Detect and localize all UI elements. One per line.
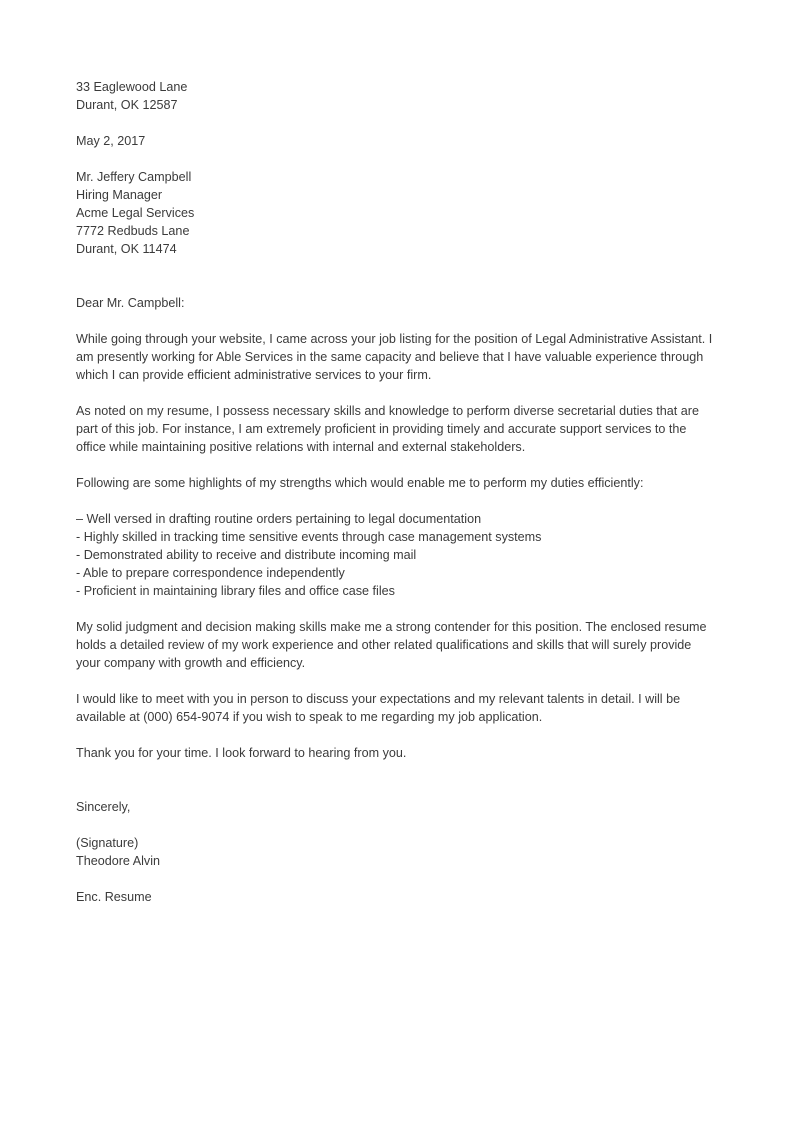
date-text: May 2, 2017 bbox=[76, 134, 146, 148]
strengths-list bbox=[76, 510, 716, 600]
signature-placeholder: (Signature) bbox=[76, 836, 139, 850]
enclosure-text: Enc. Resume bbox=[76, 890, 152, 904]
paragraph-contact: I would like to meet with you in person to discuss your expectations and my relevant talents in detail. I will be available at (000) 654-9074 if you wish to speak to me regarding my job application. bbox=[76, 692, 681, 724]
spacer bbox=[76, 870, 716, 888]
recipient-name: Mr. Jeffery Campbell bbox=[76, 170, 192, 184]
sender-name: Theodore Alvin bbox=[76, 854, 161, 868]
list-item: – Well versed in drafting routine orders pertaining to legal documentation bbox=[76, 512, 482, 526]
recipient-city-state-zip: Durant, OK 11474 bbox=[76, 242, 177, 256]
spacer bbox=[76, 312, 716, 330]
valediction bbox=[76, 798, 716, 816]
paragraph-experience: As noted on my resume, I possess necessary skills and knowledge to perform diverse secretarial duties that are part of this job. For instance, I am extremely proficient in providing timely and accurate support services to the office while maintaining positive relations with internal and external stakeholders. bbox=[76, 404, 699, 454]
salutation bbox=[76, 294, 716, 312]
sender-city-state-zip: Durant, OK 12587 bbox=[76, 98, 178, 112]
spacer bbox=[76, 492, 716, 510]
sender-street: 33 Eaglewood Lane bbox=[76, 80, 188, 94]
list-item: - Highly skilled in tracking time sensitive events through case management systems bbox=[76, 530, 542, 544]
spacer bbox=[76, 600, 716, 618]
salutation-text: Dear Mr. Campbell: bbox=[76, 296, 185, 310]
spacer bbox=[76, 762, 716, 798]
valediction-text: Sincerely, bbox=[76, 800, 131, 814]
recipient-company: Acme Legal Services bbox=[76, 206, 195, 220]
enclosure-note bbox=[76, 888, 716, 906]
recipient-address-block bbox=[76, 168, 716, 258]
recipient-title: Hiring Manager bbox=[76, 188, 163, 202]
spacer bbox=[76, 672, 716, 690]
paragraph-qualifications: My solid judgment and decision making skills make me a strong contender for this position. The enclosed resume holds a detailed review of my work experience and other related qualifications and skills that will surely provide your company with growth and efficiency. bbox=[76, 620, 707, 670]
cover-letter-body bbox=[76, 78, 716, 906]
spacer bbox=[76, 150, 716, 168]
list-item: - Proficient in maintaining library files and office case files bbox=[76, 584, 395, 598]
spacer bbox=[76, 114, 716, 132]
paragraph-thanks: Thank you for your time. I look forward to hearing from you. bbox=[76, 746, 407, 760]
spacer bbox=[76, 258, 716, 294]
spacer bbox=[76, 816, 716, 834]
spacer bbox=[76, 384, 716, 402]
paragraph-highlights-lead: Following are some highlights of my strengths which would enable me to perform my duties efficiently: bbox=[76, 476, 644, 490]
sender-address-block bbox=[76, 78, 716, 114]
recipient-street: 7772 Redbuds Lane bbox=[76, 224, 190, 238]
spacer bbox=[76, 456, 716, 474]
list-item: - Able to prepare correspondence independently bbox=[76, 566, 345, 580]
list-item: - Demonstrated ability to receive and distribute incoming mail bbox=[76, 548, 417, 562]
paragraph-intro: While going through your website, I came across your job listing for the position of Legal Administrative Assistant. I am presently working for Able Services in the same capacity and believe that I have valuable experience through which I can provide efficient administrative services to your firm. bbox=[76, 332, 713, 382]
signature-block bbox=[76, 834, 716, 870]
spacer bbox=[76, 726, 716, 744]
letter-date bbox=[76, 132, 716, 150]
